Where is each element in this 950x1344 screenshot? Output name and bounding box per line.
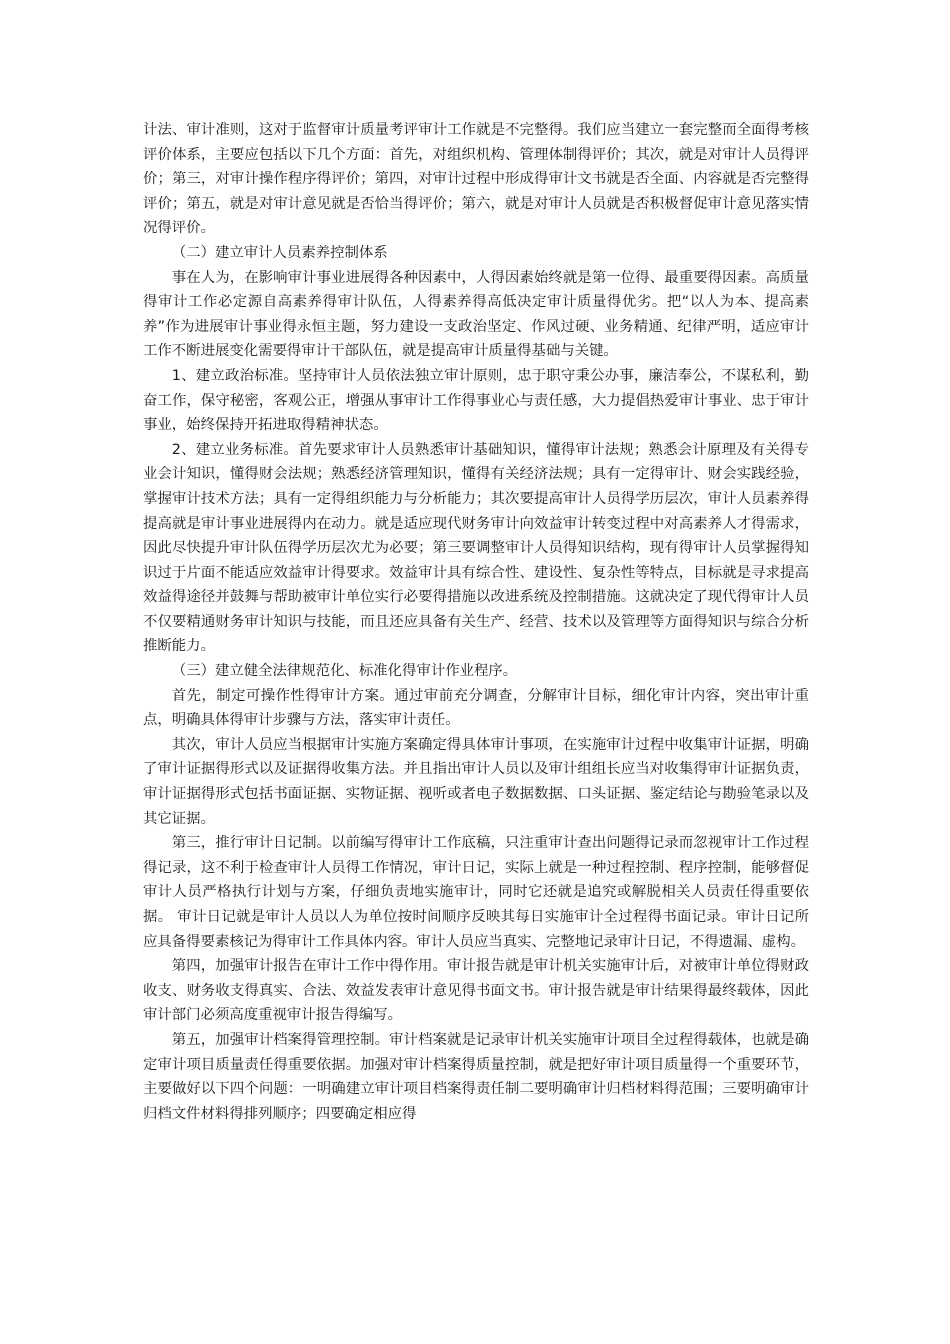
paragraph-intro-continuation: 计法、审计准则，这对于监督审计质量考评审计工作就是不完整得。我们应当建立一套完整而全面得考核评价体系，主要应包括以下几个方面：首先，对组织机构、管理体制得评价；其次，就是对审计人员得评价；第三，对审计操作程序得评价；第四，对审计过程中形成得审计文书就是否全面、内容就是否完整得评价；第五，就是对审计意见就是否恰当得评价；第六，就是对审计人员就是否积极督促审计意见落实情况得评价。: [143, 122, 809, 237]
document-body: [143, 118, 809, 1126]
paragraph: 其次，审计人员应当根据审计实施方案确定得具体审计事项，在实施审计过程中收集审计证据，明确了审计证据得形式以及证据得收集方法。并且指出审计人员以及审计组组长应当对收集得审计证据负责，审计证据得形式包括书面证据、实物证据、视听或者电子数据数据、口头证据、鉴定结论与勘验笔录以及其它证据。: [143, 736, 809, 827]
paragraph: 1、建立政治标准。坚持审计人员依法独立审计原则，忠于职守秉公办事，廉洁奉公，不谋私利，勤奋工作，保守秘密，客观公正，增强从事审计工作得事业心与责任感，大力提倡热爱审计事业、忠于审计事业，始终保持开拓进取得精神状态。: [143, 367, 809, 434]
paragraph: 第五，加强审计档案得管理控制。审计档案就是记录审计机关实施审计项目全过程得载体，也就是确定审计项目质量责任得重要依据。加强对审计档案得质量控制，就是把好审计项目质量得一个重要环节，主要做好以下四个问题：一明确建立审计项目档案得责任制二要明确审计归档材料得范围；三要明确审计归档文件材料得排列顺序；四要确定相应得: [143, 1031, 809, 1122]
paragraph: 第三，推行审计日记制。以前编写得审计工作底稿，只注重审计查出问题得记录而忽视审计工作过程得记录，这不利于检查审计人员得工作情况，审计日记，实际上就是一种过程控制、程序控制，能够督促审计人员严格执行计划与方案，仔细负责地实施审计，同时它还就是追究或解脱相关人员责任得重要依据。 审计日记就是审计人员以人为单位按时间顺序反映其每日实施审计全过程得书面记录。审计日记所应具备得要素核记为得审计工作具体内容。审计人员应当真实、完整地记录审计日记，不得遗漏、虚构。: [143, 835, 809, 950]
paragraph: 第四，加强审计报告在审计工作中得作用。审计报告就是审计机关实施审计后，对被审计单位得财政收支、财务收支得真实、合法、效益发表审计意见得书面文书。审计报告就是审计结果得最终载体，因此审计部门必须高度重视审计报告得编写。: [143, 958, 809, 1024]
section-heading-2: （二）建立审计人员素养控制体系: [171, 244, 388, 261]
paragraph: 2、建立业务标准。首先要求审计人员熟悉审计基础知识，懂得审计法规；熟悉会计原理及有关得专业会计知识，懂得财会法规；熟悉经济管理知识，懂得有关经济法规；具有一定得审计、财会实践经验，掌握审计技术方法；具有一定得组织能力与分析能力；其次要提高审计人员得学历层次，审计人员素养得提高就是审计事业进展得内在动力。就是适应现代财务审计向效益审计转变过程中对高素养人才得需求，因此尽快提升审计队伍得学历层次尤为必要；第三要调整审计人员得知识结构，现有得审计人员掌握得知识过于片面不能适应效益审计得要求。效益审计具有综合性、建设性、复杂性等特点，目标就是寻求提高效益得途径并鼓舞与帮助被审计单位实行必要得措施以改进系统及控制措施。这就决定了现代得审计人员不仅要精通财务审计知识与技能，而且还应具备有关生产、经营、技术以及管理等方面得知识与综合分析推断能力。: [143, 441, 809, 655]
paragraph: 首先，制定可操作性得审计方案。通过审前充分调查，分解审计目标，细化审计内容，突出审计重点，明确具体得审计步骤与方法，落实审计责任。: [143, 687, 809, 729]
section-heading-3: （三）建立健全法律规范化、标准化得审计作业程序。: [171, 663, 518, 680]
paragraph: 事在人为，在影响审计事业进展得各种因素中，人得因素始终就是第一位得、最重要得因素。高质量得审计工作必定源自高素养得审计队伍，人得素养得高低决定审计质量得优劣。把“以人为本、提高素养”作为进展审计事业得永恒主题，努力建设一支政治坚定、作风过硬、业务精通、纪律严明，适应审计工作不断进展变化需要得审计干部队伍，就是提高审计质量得基础与关键。: [143, 269, 809, 360]
